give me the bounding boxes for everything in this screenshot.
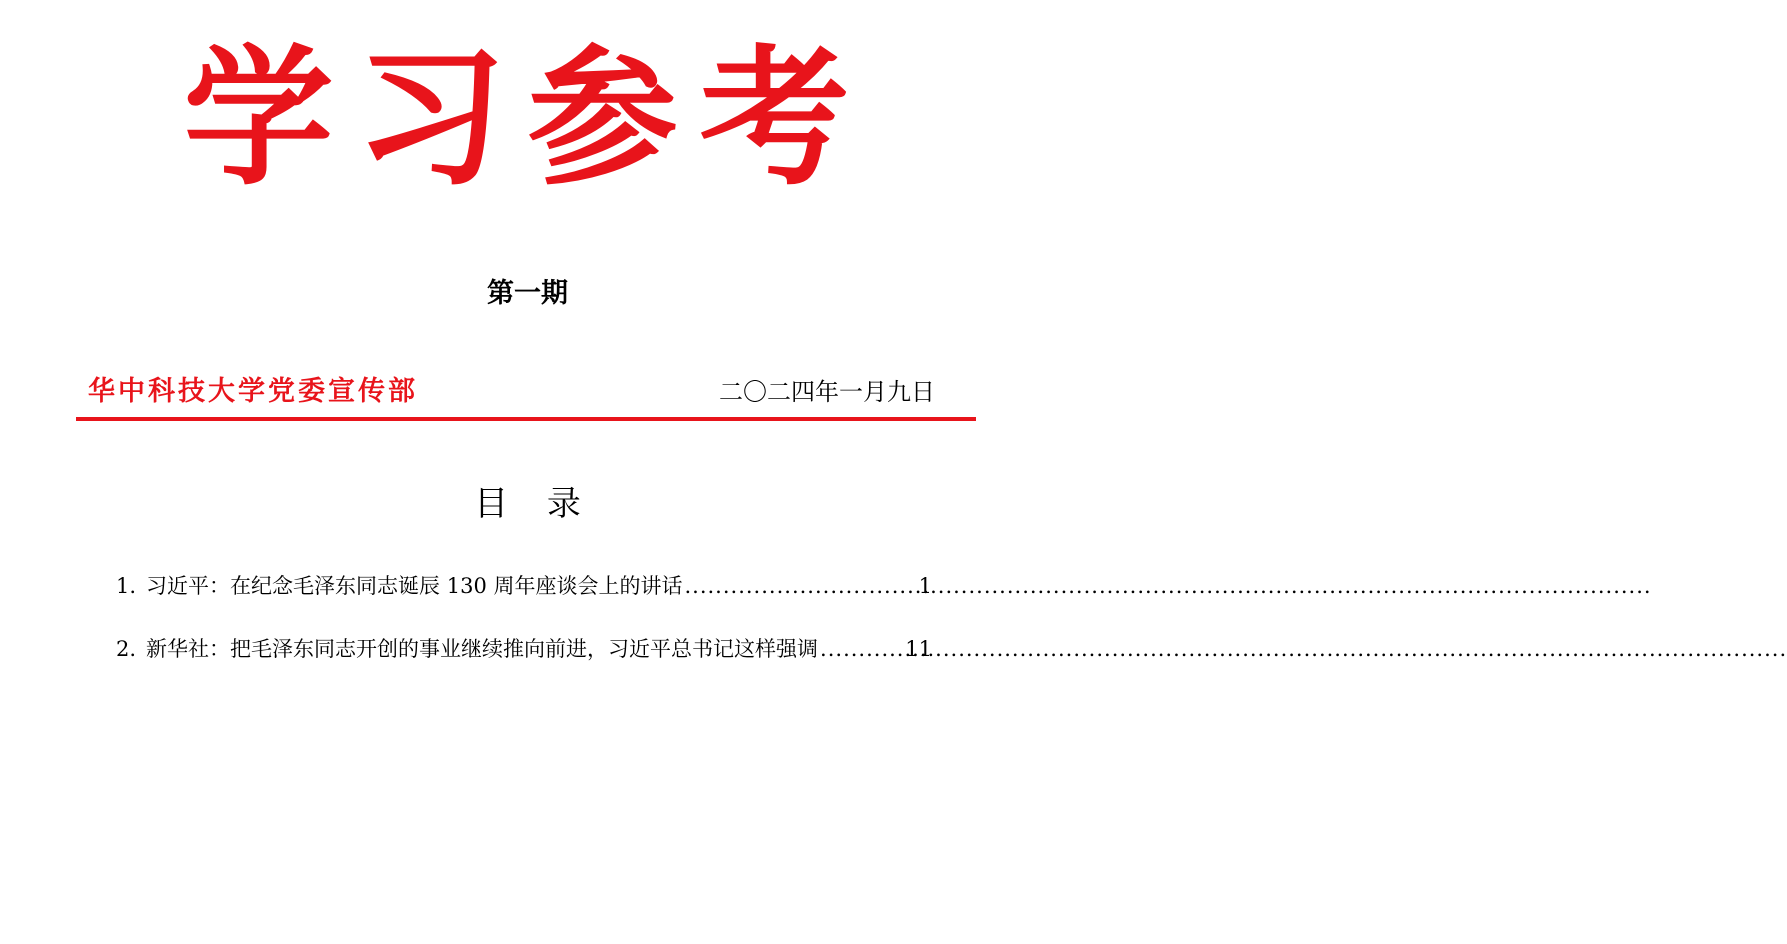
toc-entry-number: 2.	[116, 637, 137, 661]
toc-entry-page: 11	[905, 637, 932, 661]
toc-entry[interactable]	[116, 631, 932, 667]
toc-entry-title: 习近平：在纪念毛泽东同志诞辰 130 周年座谈会上的讲话	[146, 574, 683, 598]
toc-title: 目 录	[474, 484, 581, 524]
publication-date: 二〇二四年一月九日	[719, 378, 935, 406]
toc-dot-leader	[820, 631, 903, 667]
issue-number: 第一期	[487, 278, 568, 309]
organization-name: 华中科技大学党委宣传部	[88, 376, 418, 407]
toc-entry-number: 1.	[116, 574, 137, 598]
masthead-title: 学习参考	[183, 30, 872, 206]
red-divider-rule	[76, 417, 976, 421]
toc-dot-leader	[684, 568, 916, 604]
toc-entry[interactable]	[116, 568, 932, 604]
table-of-contents	[116, 568, 932, 694]
toc-entry-page: 1	[918, 574, 932, 598]
toc-entry-title: 新华社：把毛泽东同志开创的事业继续推向前进，习近平总书记这样强调	[146, 637, 819, 661]
